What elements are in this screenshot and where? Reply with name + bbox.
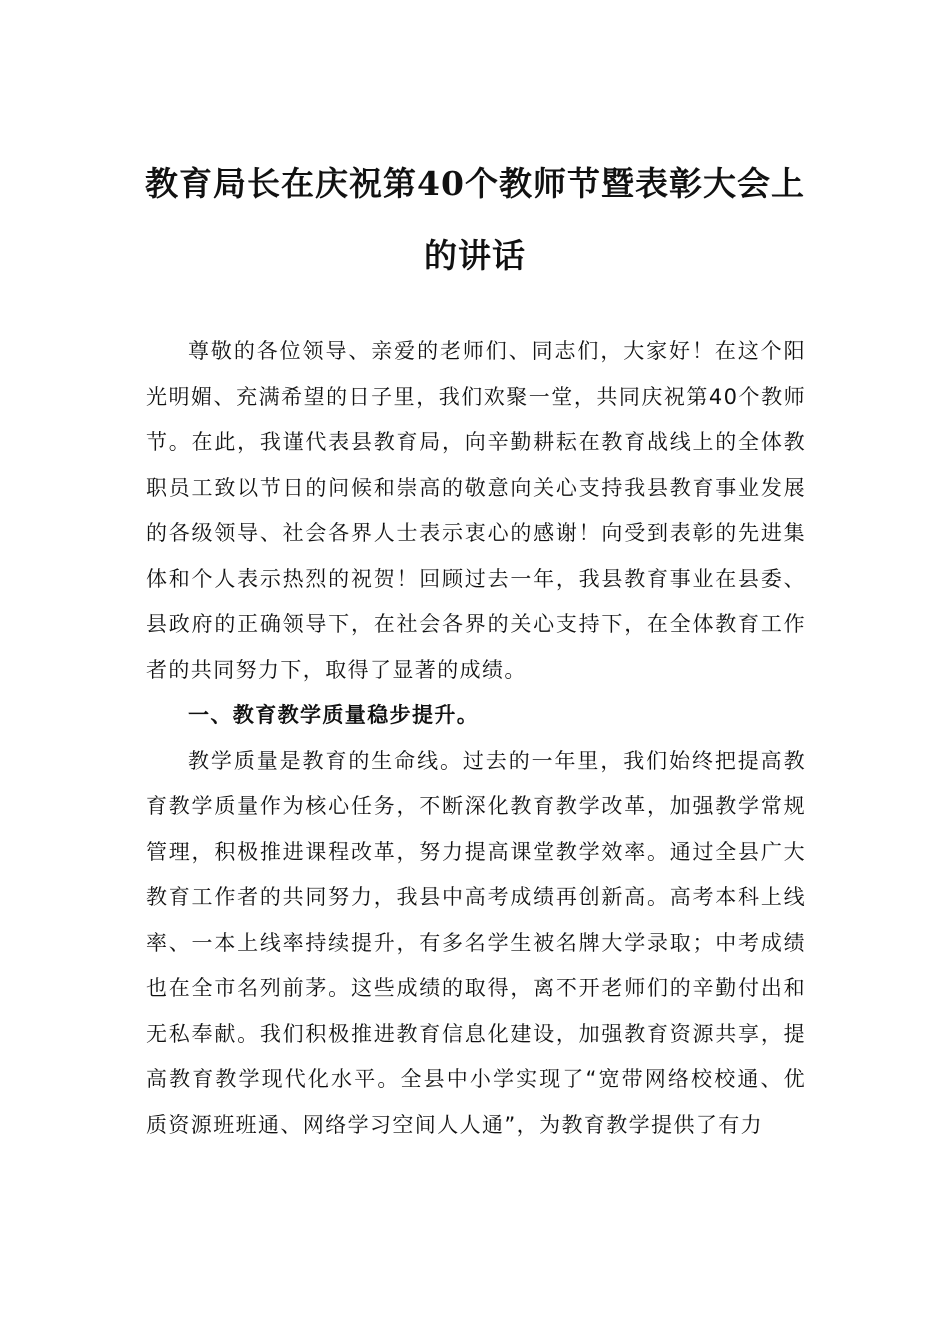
document-title: 教育局长在庆祝第40个教师节暨表彰大会上的讲话 — [145, 164, 805, 275]
opening-paragraph: 尊敬的各位领导、亲爱的老师们、同志们，大家好！在这个阳光明媚、充满希望的日子里，我们欢聚一堂，共同庆祝第40个教师节。在此，我谨代表县教育局，向辛勤耕耘在教育战线上的全体教职员工致以节日的问候和崇高的敬意向关心支持我县教育事业发展的各级领导、社会各界人士表示衷心的感谢！向受到表彰的先进集体和个人表示热烈的祝贺！回顾过去一年，我县教育事业在县委、县政府的正确领导下，在社会各界的关心支持下，在全体教育工作者的共同努力下，取得了显著的成绩。 — [146, 339, 806, 682]
section-paragraph-1: 教学质量是教育的生命线。过去的一年里，我们始终把提高教育教学质量作为核心任务，不断深化教育教学改革，加强教学常规管理，积极推进课程改革，努力提高课堂教学效率。通过全县广大教育工作者的共同努力，我县中高考成绩再创新高。高考本科上线率、一本上线率持续提升，有多名学生被名牌大学录取；中考成绩也在全市名列前茅。这些成绩的取得，离不开老师们的辛勤付出和无私奉献。我们积极推进教育信息化建设，加强教育资源共享，提高教育教学现代化水平。全县中小学实现了“宽带网络校校通、优质资源班班通、网络学习空间人人通”，为教育教学提供了有力 — [146, 748, 806, 1137]
section-heading-1: 一、教育教学质量稳步提升。 — [188, 703, 480, 727]
document-body — [146, 329, 806, 1148]
